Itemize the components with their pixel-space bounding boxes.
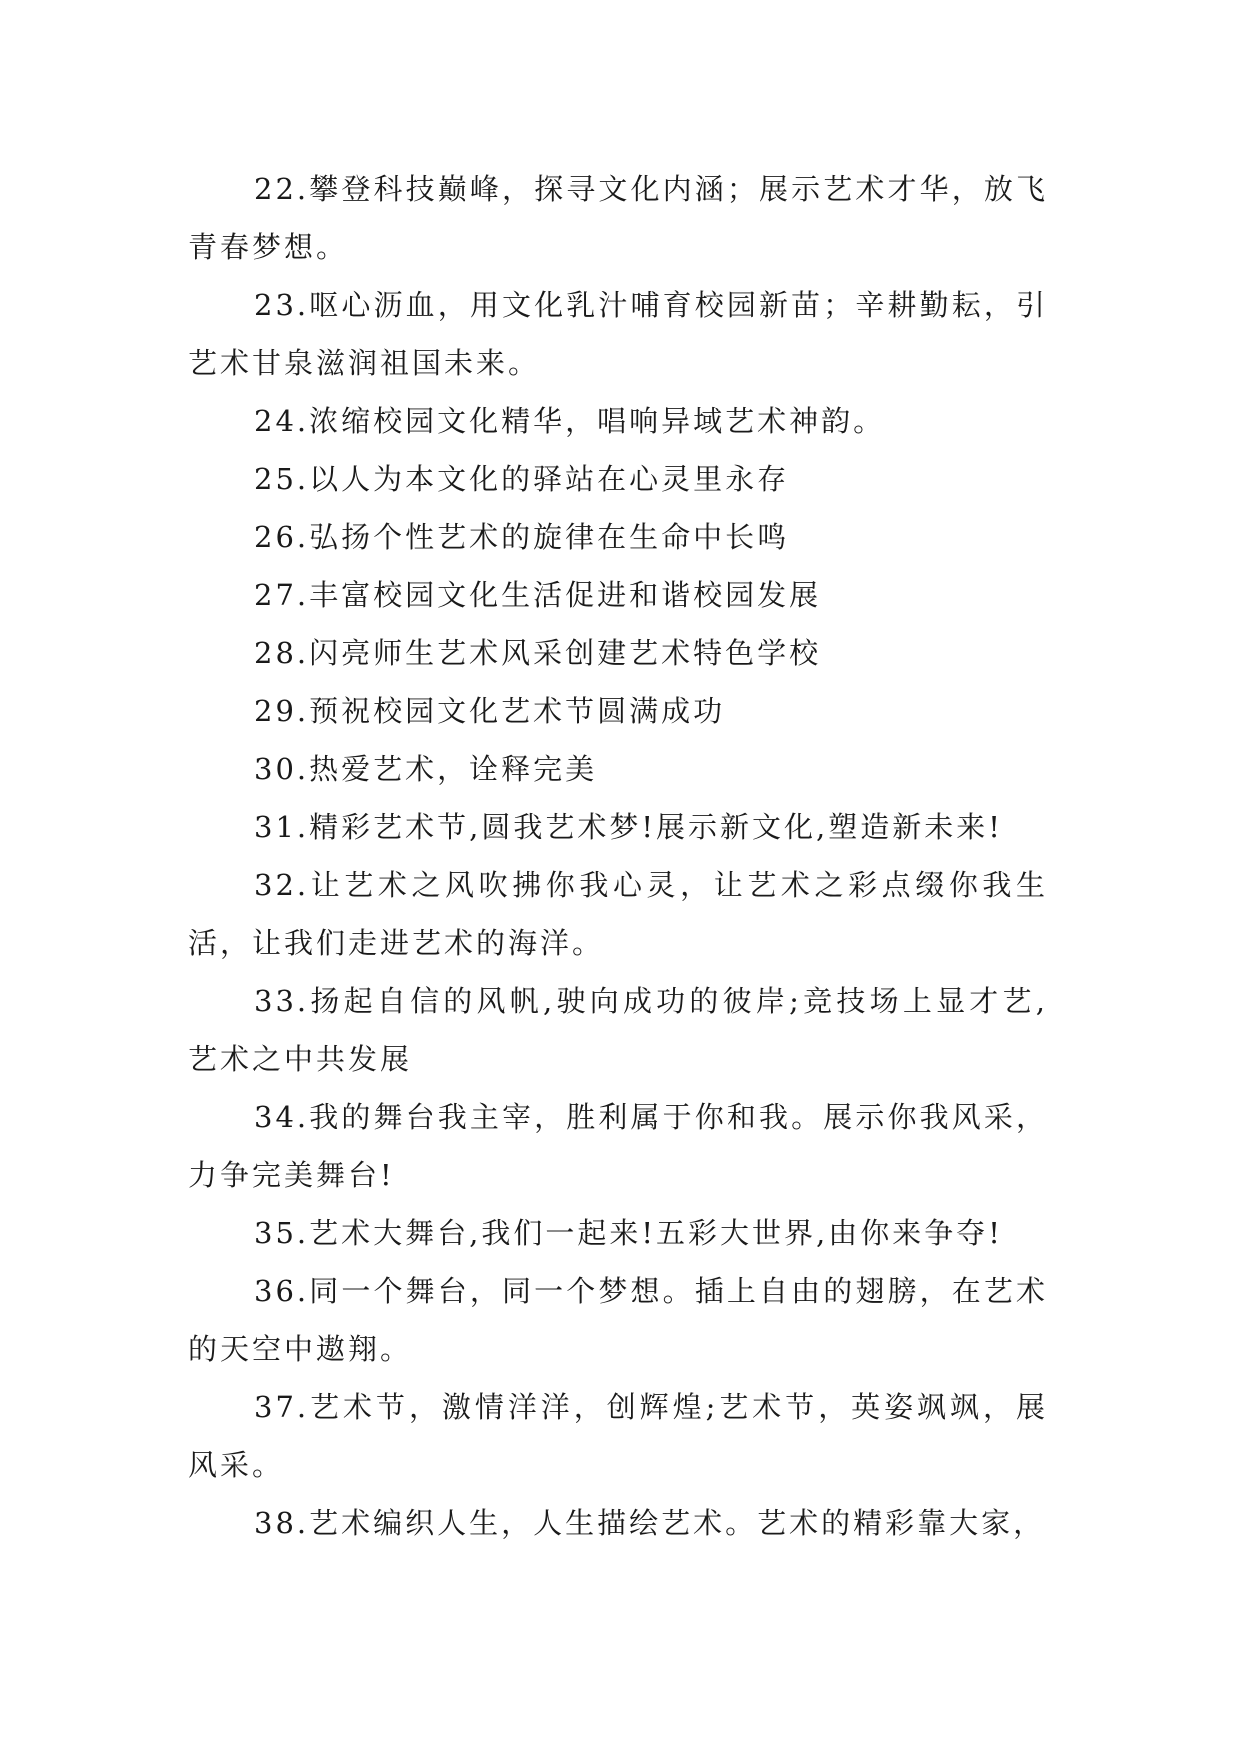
paragraph-23: 23.呕心沥血，用文化乳汁哺育校园新苗；辛耕勤耘，引艺术甘泉滋润祖国未来。: [188, 288, 1048, 380]
paragraph-27: 27.丰富校园文化生活促进和谐校园发展: [254, 578, 822, 612]
paragraph-33: 33.扬起自信的风帆,驶向成功的彼岸;竞技场上显才艺,艺术之中共发展: [188, 984, 1048, 1076]
paragraph-34: 34.我的舞台我主宰，胜利属于你和我。展示你我风采，力争完美舞台!: [188, 1100, 1048, 1192]
paragraph-29: 29.预祝校园文化艺术节圆满成功: [254, 694, 726, 728]
paragraph-31: 31.精彩艺术节,圆我艺术梦!展示新文化,塑造新未来!: [254, 810, 1003, 844]
document-body: [188, 160, 1048, 1552]
paragraph-37: 37.艺术节，激情洋洋，创辉煌;艺术节，英姿飒飒，展风采。: [188, 1390, 1048, 1482]
paragraph-25: 25.以人为本文化的驿站在心灵里永存: [254, 462, 790, 496]
paragraph-32: 32.让艺术之风吹拂你我心灵，让艺术之彩点缀你我生活，让我们走进艺术的海洋。: [188, 868, 1048, 960]
paragraph-35: 35.艺术大舞台,我们一起来!五彩大世界,由你来争夺!: [254, 1216, 1003, 1250]
paragraph-22: 22.攀登科技巅峰，探寻文化内涵；展示艺术才华，放飞青春梦想。: [188, 172, 1048, 264]
paragraph-36: 36.同一个舞台，同一个梦想。插上自由的翅膀，在艺术的天空中遨翔。: [188, 1274, 1048, 1366]
paragraph-28: 28.闪亮师生艺术风采创建艺术特色学校: [254, 636, 822, 670]
paragraph-38: 38.艺术编织人生，人生描绘艺术。艺术的精彩靠大家，: [254, 1506, 1046, 1540]
paragraph-26: 26.弘扬个性艺术的旋律在生命中长鸣: [254, 520, 790, 554]
paragraph-30: 30.热爱艺术，诠释完美: [254, 752, 598, 786]
paragraph-24: 24.浓缩校园文化精华，唱响异域艺术神韵。: [254, 404, 886, 438]
